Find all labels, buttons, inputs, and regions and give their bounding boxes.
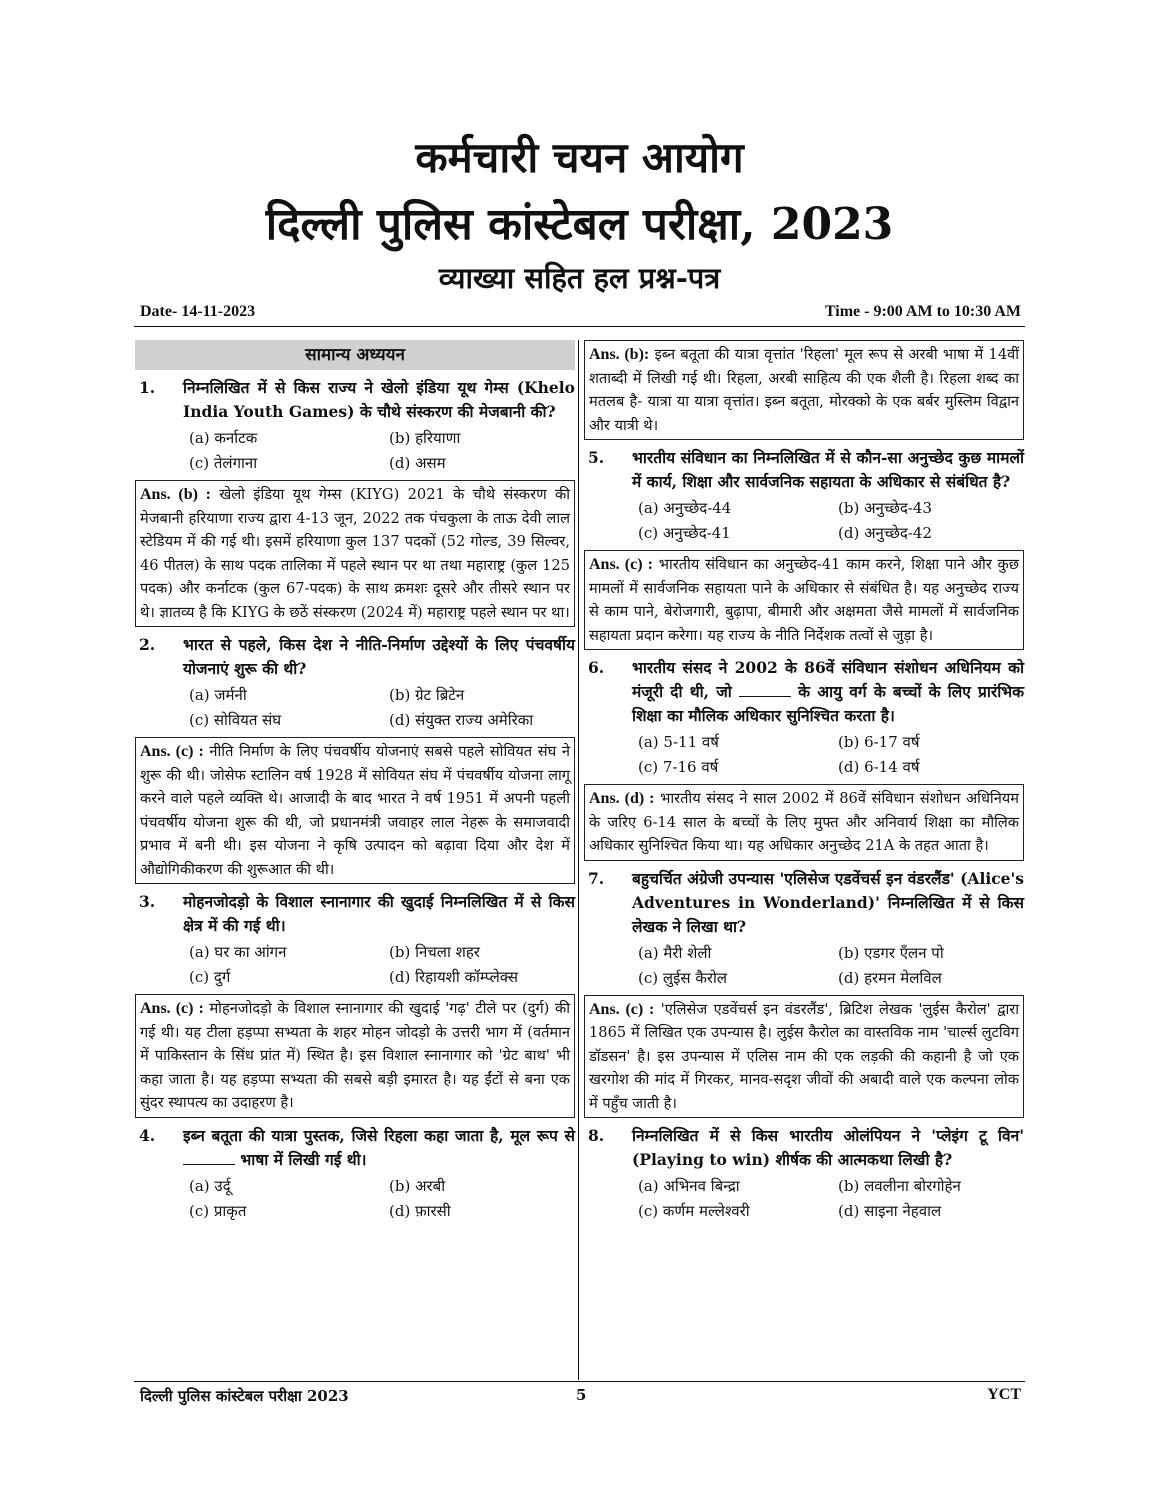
options (638, 1174, 1024, 1224)
answer-box (584, 550, 1024, 650)
publisher-mark: YCT (987, 1386, 1021, 1403)
option-b: (b) 6-17 वर्ष (838, 733, 920, 751)
answer-box (135, 737, 575, 884)
answer-text: इब्न बतूता की यात्रा वृत्तांत 'रिहला' मूल रूप से अरबी भाषा में 14वीं शताब्दी में लिखी गई थी। रिहला, अरबी साहित्य की एक शैली है। रिहला शब्द का मतलब है- यात्रा या यात्रा वृत्तांत। इब्न बतूता, मोरक्को के एक बर्बर मुस्लिम विद्वान और यात्री थे। (589, 346, 1019, 434)
footer-rule (134, 1381, 1025, 1382)
option-d: (d) असम (389, 454, 446, 472)
options (638, 730, 1024, 780)
option-c: (c) 7-16 वर्ष (638, 758, 719, 776)
option-b: (b) ग्रेट ब्रिटेन (389, 686, 465, 704)
option-c: (c) प्राकृत (189, 1201, 247, 1220)
answer-label: Ans. (c) : (589, 1000, 655, 1018)
answer-box (584, 340, 1024, 440)
question-text (183, 1124, 575, 1172)
options (189, 940, 575, 990)
option-b: (b) अनुच्छेद-43 (838, 499, 933, 517)
question-text-part: भारतीय संसद ने 2002 के 86वें संविधान संशोधन अधिनियम को मंजूरी दी थी, जो (632, 658, 1024, 701)
option-c: (c) तेलंगाना (189, 454, 258, 472)
option-a: (a) मैरी शेली (638, 943, 712, 962)
answer-label: Ans. (c) : (589, 556, 654, 573)
option-a: (a) कर्नाटक (189, 429, 258, 447)
page-number: 5 (576, 1386, 587, 1404)
answer-text: 'एलिसेज एडवेंचर्स इन वंडरलैंड', ब्रिटिश लेखक 'लुईस कैरोल' द्वारा 1865 में लिखित एक उपन्यास है। लुईस कैरोल का वास्तविक नाम 'चार्ल्स लुटविग डॉडसन' है। इस उपन्यास में एलिस नाम की एक लड़की की कहानी है जो एक खरगोश की मांद में गिरकर, मानव-सदृश जीवों की अबादी वाले एक कल्पना लोक में पहुँच जाती है। (589, 1000, 1019, 1112)
option-d: (d) अनुच्छेद-42 (838, 524, 933, 542)
option-a: (a) 5-11 वर्ष (638, 733, 719, 751)
question-8 (584, 1124, 1024, 1172)
section-heading: सामान्य अध्ययन (135, 340, 575, 370)
option-a: (a) अनुच्छेद-44 (638, 499, 732, 517)
option-d: (d) 6-14 वर्ष (838, 758, 920, 776)
question-number: 1. (139, 378, 156, 397)
answer-label: Ans. (c) : (140, 1000, 204, 1017)
left-column (135, 340, 575, 1224)
option-d: (d) संयुक्त राज्य अमेरिका (389, 711, 534, 729)
answer-label: Ans. (d) : (589, 790, 655, 807)
option-a: (a) घर का आंगन (189, 943, 287, 961)
question-text: निम्नलिखित में से किस भारतीय ओलंपियन ने 'प्लेइंग टू विन' (Playing to win) शीर्षक की आत्मकथा लिखी है? (632, 1126, 1024, 1169)
answer-box (135, 480, 575, 627)
question-number: 6. (588, 658, 605, 677)
question-text (632, 656, 1024, 728)
question-4 (135, 1124, 575, 1172)
option-a: (a) जर्मनी (189, 686, 247, 704)
options (189, 1174, 575, 1224)
fill-blank (739, 696, 791, 697)
option-b: (b) अरबी (389, 1176, 446, 1195)
question-number: 4. (139, 1125, 156, 1145)
question-5 (584, 446, 1024, 494)
answer-box (584, 995, 1024, 1119)
option-a: (a) उर्दू (189, 1176, 231, 1195)
answer-label: Ans. (b): (589, 346, 650, 363)
question-text-part: के आयु वर्ग के बच्चों के लिए प्रारंभिक शिक्षा का मौलिक अधिकार सुनिश्चित करता है। (632, 682, 1025, 725)
answer-text: खेलो इंडिया यूथ गेम्स (KIYG) 2021 के चौथे संस्करण की मेजबानी हरियाणा राज्य द्वारा 4-13 जून, 2022 तक पंचकुला के ताऊ देवी लाल स्टेडियम में की गई थी। इसमें हरियाणा कुल 137 पदकों (52 गोल्ड, 39 सिल्वर, 46 पीतल) के साथ पदक तालिका में पहले स्थान पर था तथा महाराष्ट्र (कुल 125 पदक) और कर्नाटक (कुल 67-पदक) के साथ क्रमशः दूसरे और तीसरे स्थान पर थे। ज्ञातव्य है कि KIYG के छठें संस्करण (2024 में) महाराष्ट्र पहले स्थान पर था। (140, 486, 570, 621)
option-d: (d) हरमन मेलविल (838, 968, 942, 987)
options (189, 683, 575, 733)
option-c: (c) लुईस कैरोल (638, 968, 728, 987)
page-title-commission: कर्मचारी चयन आयोग (415, 133, 744, 182)
question-text: मोहनजोदड़ो के विशाल स्नानागार की खुदाई निम्नलिखित में से किस क्षेत्र में की गई थी। (183, 892, 575, 935)
fill-blank (183, 1164, 235, 1165)
option-b: (b) निचला शहर (389, 943, 480, 961)
exam-date: Date- 14-11-2023 (140, 303, 256, 320)
exam-time: Time - 9:00 AM to 10:30 AM (824, 303, 1021, 320)
question-number: 2. (139, 635, 156, 654)
answer-text: भारतीय संसद ने साल 2002 में 86वें संविधान संशोधन अधिनियम के जरिए 6-14 साल के बच्चों के लिए मुफ्त और अनिवार्य शिक्षा का मौलिक अधिकार सुनिश्चित किया था। यह अधिकार अनुच्छेद 21A के तहत आता है। (589, 790, 1019, 854)
right-column (584, 340, 1024, 1224)
option-c: (c) दुर्ग (189, 968, 231, 986)
options (638, 941, 1024, 991)
answer-label: Ans. (b) : (140, 486, 211, 503)
option-d: (d) रिहायशी कॉम्प्लेक्स (389, 968, 518, 986)
option-c: (c) कर्णम मल्लेश्वरी (638, 1202, 750, 1220)
question-2 (135, 633, 575, 681)
question-text: भारत से पहले, किस देश ने नीति-निर्माण उद्देश्यों के लिए पंचवर्षीय योजनाएं शुरू की थी? (183, 635, 575, 678)
question-text-part: भाषा में लिखी गई थी। (240, 1149, 367, 1169)
question-number: 7. (588, 868, 605, 888)
page-title-exam: दिल्ली पुलिस कांस्टेबल परीक्षा, 2023 (265, 199, 894, 250)
question-text: निम्नलिखित में से किस राज्य ने खेलो इंडिया यूथ गेम्स (Khelo India Youth Games) के चौथे संस्करण की मेजबानी की? (183, 378, 575, 421)
question-7 (584, 867, 1024, 939)
options (189, 426, 575, 476)
option-d: (d) साइना नेहवाल (838, 1202, 942, 1220)
option-c: (c) अनुच्छेद-41 (638, 524, 731, 542)
answer-box (135, 994, 575, 1118)
option-d: (d) फ़ारसी (389, 1201, 451, 1220)
option-c: (c) सोवियत संघ (189, 711, 282, 729)
question-6 (584, 656, 1024, 728)
answer-box (584, 784, 1024, 861)
answer-text: भारतीय संविधान का अनुच्छेद-41 काम करने, शिक्षा पाने और कुछ मामलों में सार्वजनिक सहायता पाने के अधिकार से संबंधित है। यह अनुच्छेद राज्य से काम पाने, बेरोजगारी, बुढ़ापा, बीमारी और अक्षमता जैसे मामलों में सार्वजनिक सहायता प्रदान करेगा। यह राज्य के नीति निर्देशक तत्वों से जुड़ा है। (589, 556, 1019, 644)
question-number: 5. (588, 448, 605, 467)
header-rule (134, 326, 1025, 327)
answer-text: नीति निर्माण के लिए पंचवर्षीय योजनाएं सबसे पहले सोवियत संघ ने शुरू की थी। जोसेफ स्टालिन वर्ष 1928 में सोवियत संघ में पंचवर्षीय योजना लागू करने वाले पहले व्यक्ति थे। आजादी के बाद भारत ने वर्ष 1951 में अपनी पहली पंचवर्षीय योजना शुरू की थी, जो प्रधानमंत्री जवाहर लाल नेहरू के समाजवादी प्रभाव में बनी थी। इस योजना ने कृषि उत्पादन को बढ़ावा दिया और देश में औद्योगिकीकरण की शुरूआत की थी। (140, 743, 570, 878)
option-b: (b) हरियाणा (389, 429, 461, 447)
options (638, 496, 1024, 546)
option-a: (a) अभिनव बिन्द्रा (638, 1177, 740, 1195)
question-1 (135, 376, 575, 424)
question-3 (135, 890, 575, 938)
question-number: 3. (139, 892, 156, 911)
answer-label: Ans. (c) : (140, 743, 204, 760)
question-number: 8. (588, 1126, 605, 1145)
question-text: भारतीय संविधान का निम्नलिखित में से कौन-सा अनुच्छेद कुछ मामलों में कार्य, शिक्षा और सार्वजनिक सहायता के अधिकार से संबंधित है? (632, 448, 1024, 491)
answer-text: मोहनजोदड़ो के विशाल स्नानागार की खुदाई 'गढ़' टीले पर (दुर्ग) की गई थी। यह टीला हड़प्पा सभ्यता के शहर मोहन जोदड़ो के उत्तरी भाग में (वर्तमान में पाकिस्तान के सिंध प्रांत में) स्थित है। इस विशाल स्नानागार को 'ग्रेट बाथ' भी कहा जाता है। यह हड़प्पा सभ्यता की सबसे बड़ी इमारत है। यह ईंटों से बना एक सुंदर स्थापत्य का उदाहरण है। (140, 1000, 570, 1111)
column-divider (578, 340, 579, 1380)
footer-title: दिल्ली पुलिस कांस्टेबल परीक्षा 2023 (140, 1387, 349, 1405)
option-b: (b) लवलीना बोरगोहेन (838, 1177, 961, 1195)
page-subtitle: व्याख्या सहित हल प्रश्न-पत्र (438, 261, 721, 295)
question-text: बहुचर्चित अंग्रेजी उपन्यास 'एलिसेज एडवेंचर्स इन वंडरलैंड' (Alice's Adventures in Wonderland)' निम्नलिखित में से किस लेखक ने लिखा था? (632, 868, 1024, 936)
question-text-part: इब्न बतूता की यात्रा पुस्तक, जिसे रिहला कहा जाता है, मूल रूप से (183, 1125, 575, 1145)
option-b: (b) एडगर एँलन पो (838, 943, 944, 962)
